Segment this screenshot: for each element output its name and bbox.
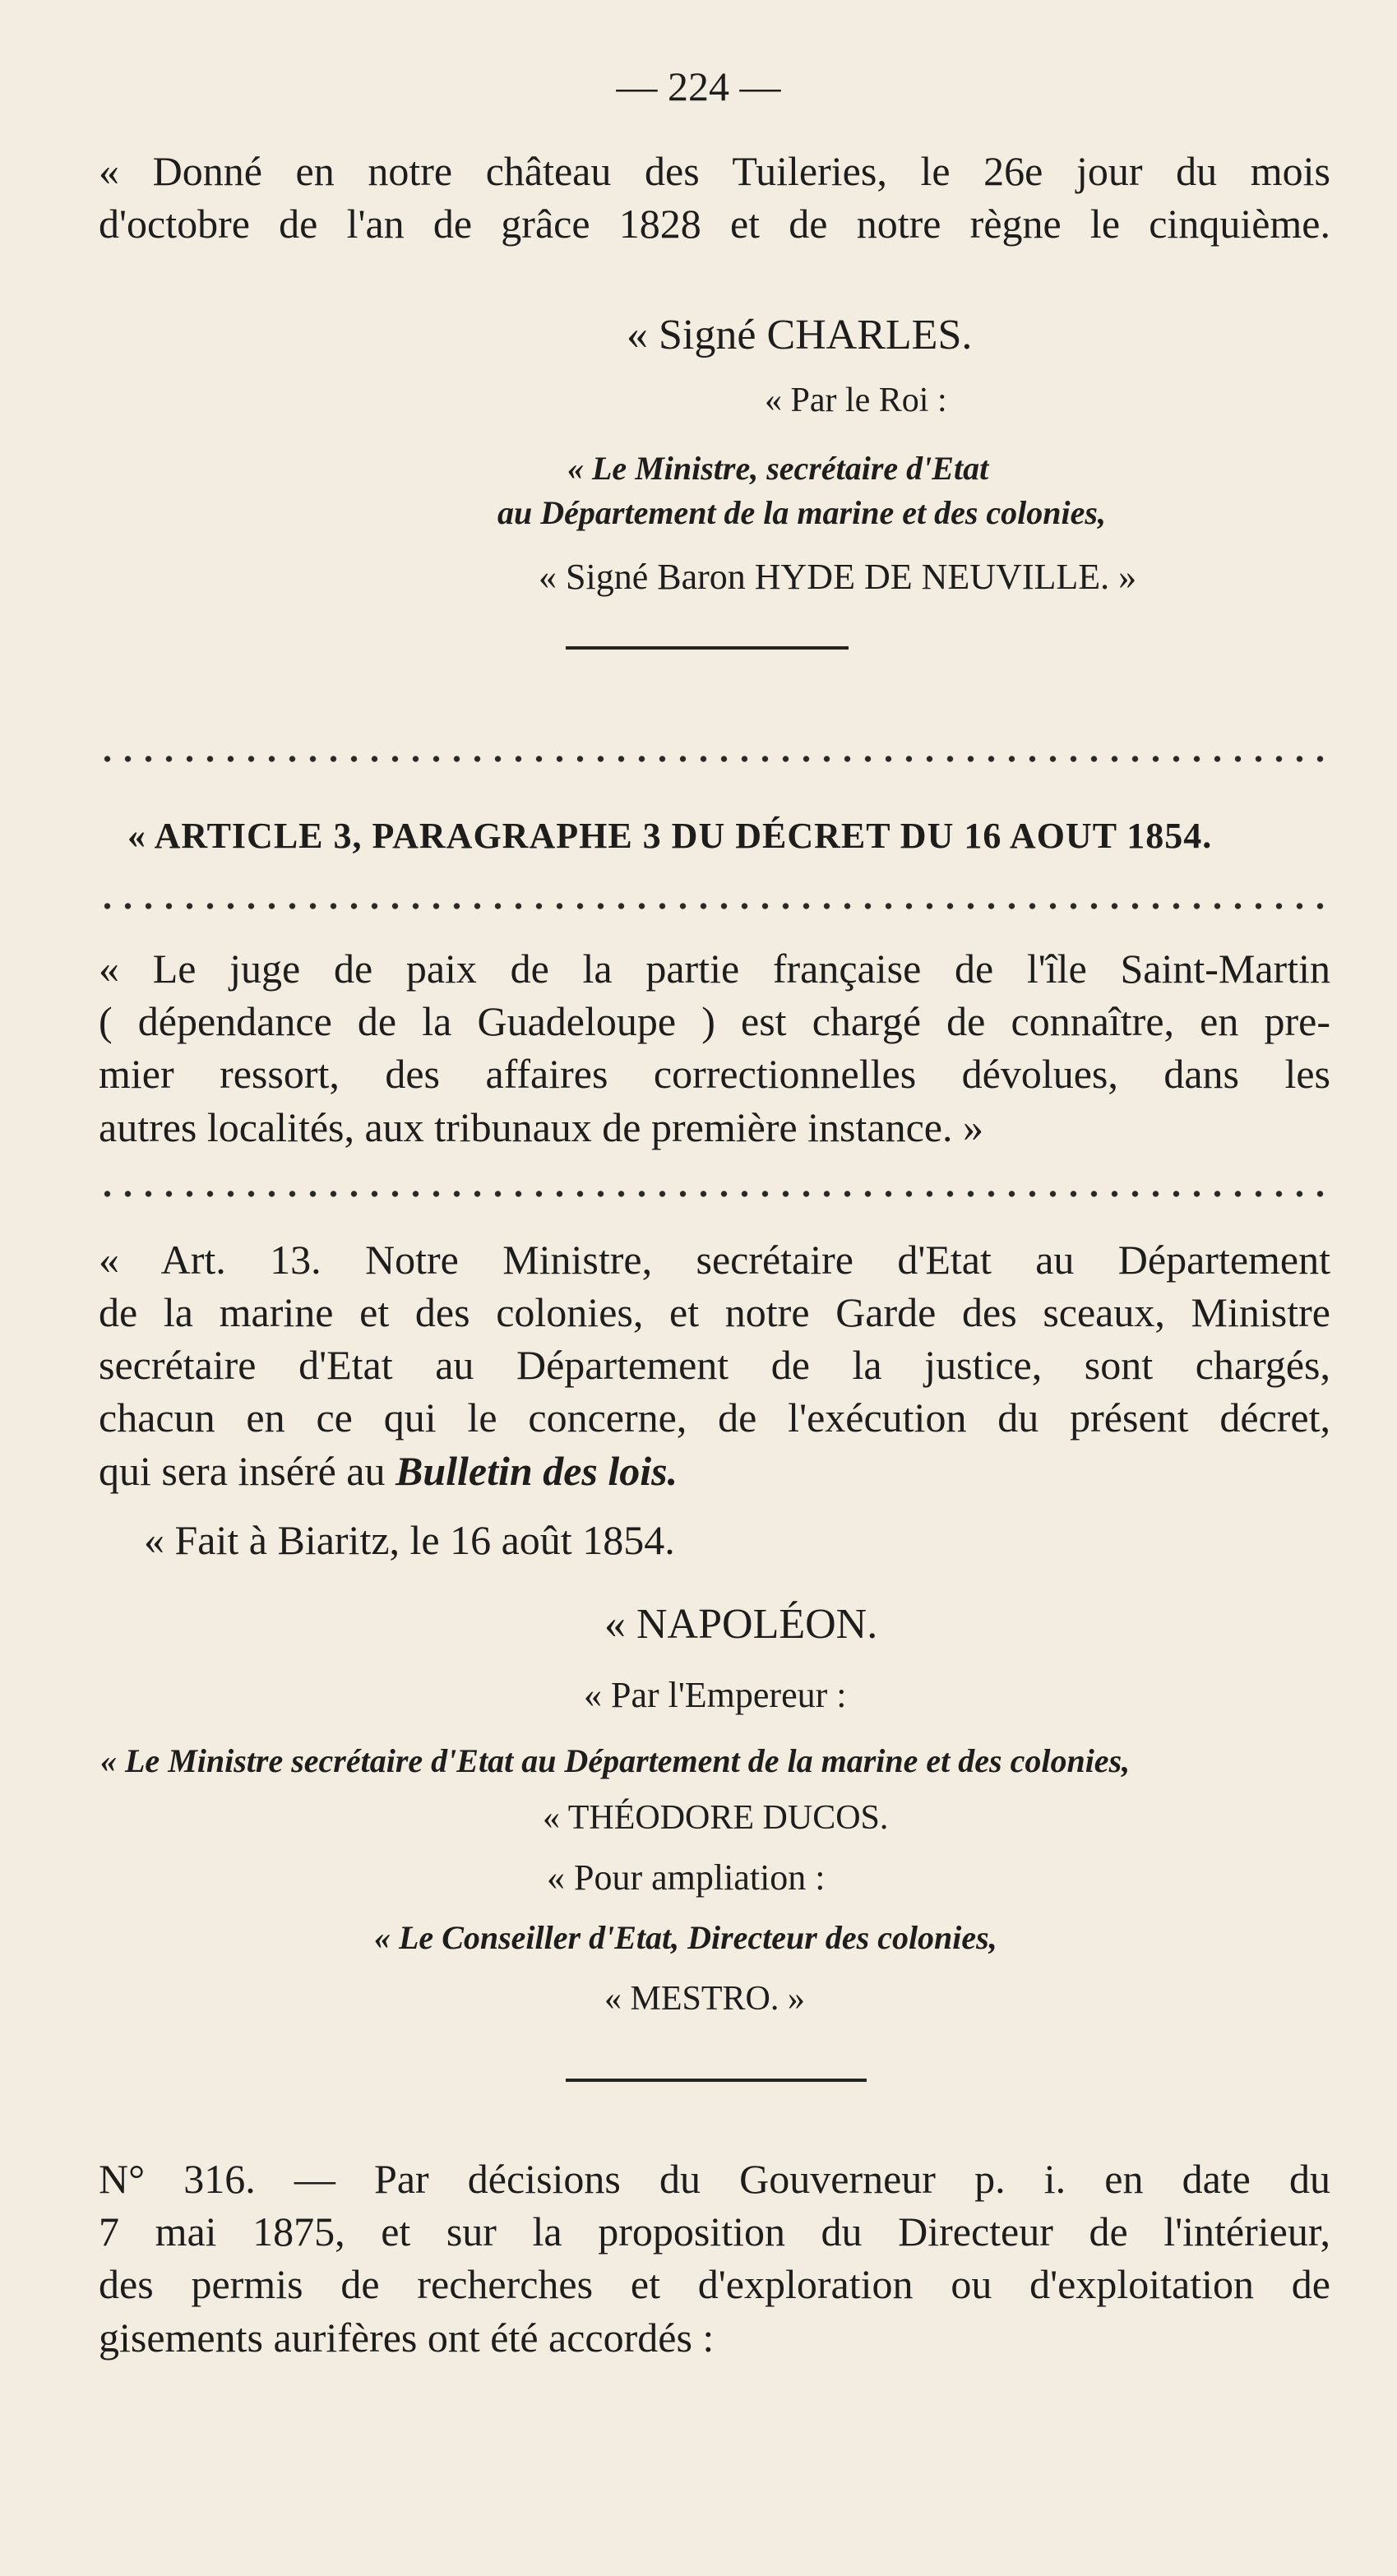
- article-13-line: chacun en ce qui le concerne, de l'exécution du présent décret,: [99, 1394, 1330, 1441]
- minister-dept-1828: au Département de la marine et des colonies,: [497, 494, 1106, 531]
- ellipsis-dots: [97, 1189, 1330, 1199]
- minister-title-1828: « Le Ministre, secrétaire d'Etat: [567, 450, 989, 487]
- ellipsis-dots: [97, 754, 1330, 764]
- par-l-empereur: « Par l'Empereur :: [584, 1675, 847, 1715]
- signature-hyde-de-neuville: « Signé Baron HYDE DE NEUVILLE. »: [539, 557, 1137, 597]
- bulletin-des-lois: Bulletin des lois.: [395, 1448, 678, 1494]
- paragraph-line: autres localités, aux tribunaux de première instance. »: [99, 1104, 983, 1150]
- article-13-last-line: [99, 1448, 678, 1494]
- separator-rule: [566, 646, 849, 650]
- article-13-line: secrétaire d'Etat au Département de la justice, sont chargés,: [99, 1342, 1330, 1388]
- signature-theodore-ducos: « THÉODORE DUCOS.: [543, 1799, 889, 1837]
- ellipsis-dots: [97, 901, 1330, 911]
- signed-charles: « Signé CHARLES.: [627, 312, 973, 358]
- paragraph-line: mier ressort, des affaires correctionnelles dévolues, dans les: [99, 1051, 1330, 1097]
- signature-mestro: « MESTRO. »: [604, 1980, 805, 2018]
- conseiller-d-etat: « Le Conseiller d'Etat, Directeur des colonies,: [374, 1919, 997, 1956]
- minister-title-1854: « Le Ministre secrétaire d'Etat au Département de la marine et des colonies,: [100, 1742, 1131, 1779]
- article-13-line: « Art. 13. Notre Ministre, secrétaire d'Etat au Département: [99, 1237, 1330, 1283]
- decision-line: N° 316. — Par décisions du Gouverneur p. i. en date du: [99, 2156, 1330, 2202]
- article-13-last-text: qui sera inséré au: [99, 1448, 396, 1494]
- paragraph-line: ( dépendance de la Guadeloupe ) est chargé de connaître, en pre-: [99, 998, 1330, 1044]
- decision-line: 7 mai 1875, et sur la proposition du Directeur de l'intérieur,: [99, 2208, 1330, 2255]
- decret-heading: « ARTICLE 3, PARAGRAPHE 3 DU DÉCRET DU 16 AOUT 1854.: [127, 816, 1213, 856]
- pour-ampliation: « Pour ampliation :: [547, 1857, 826, 1898]
- separator-rule: [566, 2079, 867, 2082]
- par-le-roi: « Par le Roi :: [765, 382, 947, 419]
- paragraph-line: « Le juge de paix de la partie française de l'île Saint-Martin: [99, 946, 1330, 992]
- date-line-1: « Donné en notre château des Tuileries, le 26e jour du mois: [99, 148, 1330, 194]
- page-number: — 224 —: [616, 63, 781, 109]
- decision-last-line: gisements aurifères ont été accordés :: [99, 2315, 715, 2361]
- fait-a-biaritz: « Fait à Biaritz, le 16 août 1854.: [144, 1517, 675, 1563]
- signed-napoleon: « NAPOLÉON.: [604, 1601, 878, 1648]
- article-13-line: de la marine et des colonies, et notre Garde des sceaux, Ministre: [99, 1289, 1330, 1335]
- decision-line: des permis de recherches et d'exploration ou d'exploitation de: [99, 2261, 1330, 2307]
- date-line-2: d'octobre de l'an de grâce 1828 et de notre règne le cinquième.: [99, 201, 1330, 247]
